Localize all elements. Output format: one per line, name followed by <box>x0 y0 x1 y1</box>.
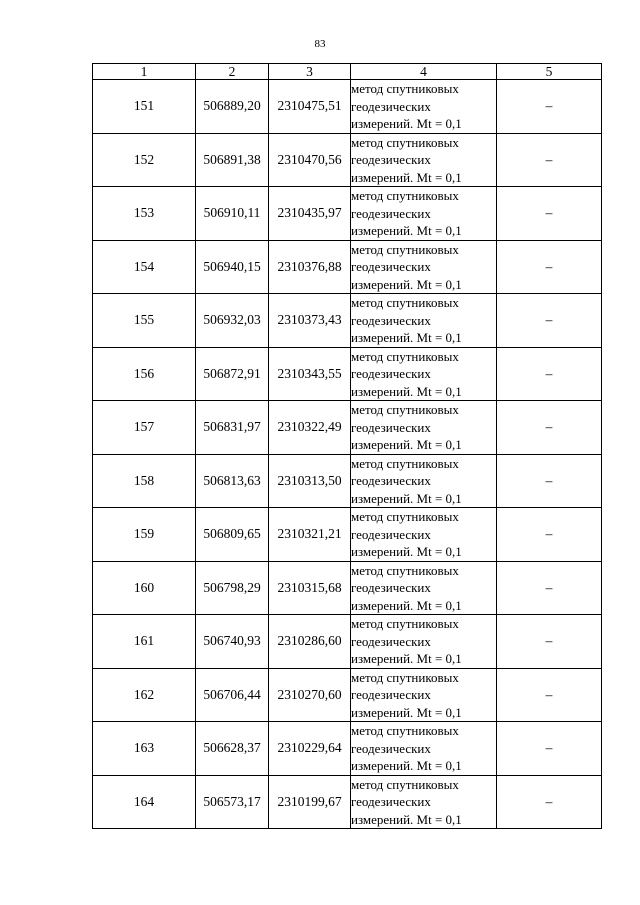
point-number: 162 <box>93 668 196 722</box>
method-description <box>351 80 497 134</box>
coordinate-y: 2310270,60 <box>269 668 351 722</box>
table-row <box>93 240 602 294</box>
column-5-value: – <box>497 615 602 669</box>
header-col-2: 2 <box>196 64 269 80</box>
table-body <box>93 80 602 829</box>
method-line-3: измерений. Mt = 0,1 <box>351 276 462 292</box>
coordinate-y: 2310229,64 <box>269 722 351 776</box>
column-5-value: – <box>497 347 602 401</box>
point-number: 155 <box>93 294 196 348</box>
method-line-1: метод спутниковых <box>351 509 459 524</box>
point-number: 152 <box>93 133 196 187</box>
method-description <box>351 454 497 508</box>
method-line-1: метод спутниковых <box>351 402 459 417</box>
table-row <box>93 187 602 241</box>
table-row <box>93 80 602 134</box>
column-5-value: – <box>497 722 602 776</box>
method-description <box>351 615 497 669</box>
table-row <box>93 508 602 562</box>
method-description <box>351 668 497 722</box>
table-row <box>93 347 602 401</box>
coordinate-y: 2310286,60 <box>269 615 351 669</box>
coordinate-x: 506809,65 <box>196 508 269 562</box>
method-line-3: измерений. Mt = 0,1 <box>351 597 462 613</box>
point-number: 157 <box>93 401 196 455</box>
method-line-1: метод спутниковых <box>351 723 459 738</box>
coordinate-y: 2310376,88 <box>269 240 351 294</box>
page-number: 83 <box>314 38 326 50</box>
method-description <box>351 240 497 294</box>
method-line-3: измерений. Mt = 0,1 <box>351 544 462 559</box>
method-line-3: измерений. Mt = 0,1 <box>351 758 462 773</box>
column-5-value: – <box>497 187 602 241</box>
method-description <box>351 508 497 562</box>
header-col-3: 3 <box>269 64 351 80</box>
column-5-value: – <box>497 668 602 722</box>
column-5-value: – <box>497 240 602 294</box>
method-line-1: метод спутниковых <box>351 134 459 150</box>
point-number: 160 <box>93 561 196 615</box>
method-line-2: геодезических <box>351 580 431 595</box>
method-line-2: геодезических <box>351 687 431 702</box>
column-5-value: – <box>497 294 602 348</box>
coordinate-y: 2310321,21 <box>269 508 351 562</box>
coordinate-x: 506940,15 <box>196 240 269 294</box>
coordinate-x: 506706,44 <box>196 668 269 722</box>
coordinate-x: 506628,37 <box>196 722 269 776</box>
method-line-1: метод спутниковых <box>351 669 459 685</box>
coordinate-x: 506910,11 <box>196 187 269 241</box>
table-header <box>93 64 602 80</box>
coordinate-y: 2310315,68 <box>269 561 351 615</box>
column-5-value: – <box>497 401 602 455</box>
point-number: 161 <box>93 615 196 669</box>
coordinate-y: 2310343,55 <box>269 347 351 401</box>
point-number: 151 <box>93 80 196 134</box>
method-description <box>351 294 497 348</box>
column-5-value: – <box>497 561 602 615</box>
method-line-2: геодезических <box>351 473 431 488</box>
method-line-1: метод спутниковых <box>351 348 459 364</box>
method-line-3: измерений. Mt = 0,1 <box>351 223 462 238</box>
method-line-1: метод спутниковых <box>351 188 459 203</box>
method-line-2: геодезических <box>351 205 431 221</box>
coordinate-y: 2310199,67 <box>269 775 351 829</box>
method-line-3: измерений. Mt = 0,1 <box>351 169 462 185</box>
column-5-value: – <box>497 508 602 562</box>
method-line-1: метод спутниковых <box>351 241 459 257</box>
column-5-value: – <box>497 133 602 187</box>
method-line-1: метод спутниковых <box>351 562 459 578</box>
coordinate-x: 506872,91 <box>196 347 269 401</box>
method-line-2: геодезических <box>351 794 431 809</box>
column-5-value: – <box>497 454 602 508</box>
method-line-3: измерений. Mt = 0,1 <box>351 383 462 399</box>
coordinate-y: 2310470,56 <box>269 133 351 187</box>
header-col-5: 5 <box>497 64 602 80</box>
method-description <box>351 187 497 241</box>
header-col-4: 4 <box>351 64 497 80</box>
method-line-1: метод спутниковых <box>351 455 459 471</box>
coordinate-x: 506813,63 <box>196 454 269 508</box>
table-row <box>93 294 602 348</box>
point-number: 156 <box>93 347 196 401</box>
coordinate-y: 2310373,43 <box>269 294 351 348</box>
method-line-1: метод спутниковых <box>351 81 459 96</box>
table-row <box>93 454 602 508</box>
coordinate-x: 506932,03 <box>196 294 269 348</box>
header-col-1: 1 <box>93 64 196 80</box>
header-row <box>93 64 602 80</box>
coordinate-x: 506889,20 <box>196 80 269 134</box>
method-line-3: измерений. Mt = 0,1 <box>351 490 462 506</box>
table-row <box>93 401 602 455</box>
method-line-3: измерений. Mt = 0,1 <box>351 330 462 345</box>
table-row <box>93 561 602 615</box>
method-description <box>351 347 497 401</box>
method-description <box>351 401 497 455</box>
method-line-2: геодезических <box>351 419 431 435</box>
method-description <box>351 133 497 187</box>
table-row <box>93 722 602 776</box>
table-row <box>93 133 602 187</box>
method-description <box>351 561 497 615</box>
column-5-value: – <box>497 80 602 134</box>
coordinate-x: 506798,29 <box>196 561 269 615</box>
method-line-2: геодезических <box>351 366 431 381</box>
method-line-3: измерений. Mt = 0,1 <box>351 437 462 452</box>
coordinate-y: 2310322,49 <box>269 401 351 455</box>
coordinate-x: 506891,38 <box>196 133 269 187</box>
method-line-1: метод спутниковых <box>351 616 459 631</box>
method-line-3: измерений. Mt = 0,1 <box>351 704 462 720</box>
method-line-1: метод спутниковых <box>351 776 459 792</box>
method-description <box>351 775 497 829</box>
coordinate-y: 2310313,50 <box>269 454 351 508</box>
column-5-value: – <box>497 775 602 829</box>
point-number: 159 <box>93 508 196 562</box>
method-line-2: геодезических <box>351 98 431 114</box>
method-line-3: измерений. Mt = 0,1 <box>351 651 462 666</box>
method-line-2: геодезических <box>351 152 431 167</box>
coordinate-y: 2310435,97 <box>269 187 351 241</box>
coordinate-x: 506831,97 <box>196 401 269 455</box>
method-line-3: измерений. Mt = 0,1 <box>351 116 462 131</box>
point-number: 154 <box>93 240 196 294</box>
coordinate-x: 506740,93 <box>196 615 269 669</box>
point-number: 163 <box>93 722 196 776</box>
method-line-3: измерений. Mt = 0,1 <box>351 811 462 827</box>
coordinate-x: 506573,17 <box>196 775 269 829</box>
coordinate-y: 2310475,51 <box>269 80 351 134</box>
method-description <box>351 722 497 776</box>
table-row <box>93 668 602 722</box>
method-line-2: геодезических <box>351 312 431 328</box>
method-line-2: геодезических <box>351 526 431 542</box>
method-line-2: геодезических <box>351 259 431 274</box>
table-row <box>93 615 602 669</box>
method-line-2: геодезических <box>351 740 431 756</box>
point-number: 153 <box>93 187 196 241</box>
method-line-2: геодезических <box>351 633 431 649</box>
coordinates-table <box>92 63 602 829</box>
point-number: 164 <box>93 775 196 829</box>
method-line-1: метод спутниковых <box>351 295 459 310</box>
table-row <box>93 775 602 829</box>
point-number: 158 <box>93 454 196 508</box>
